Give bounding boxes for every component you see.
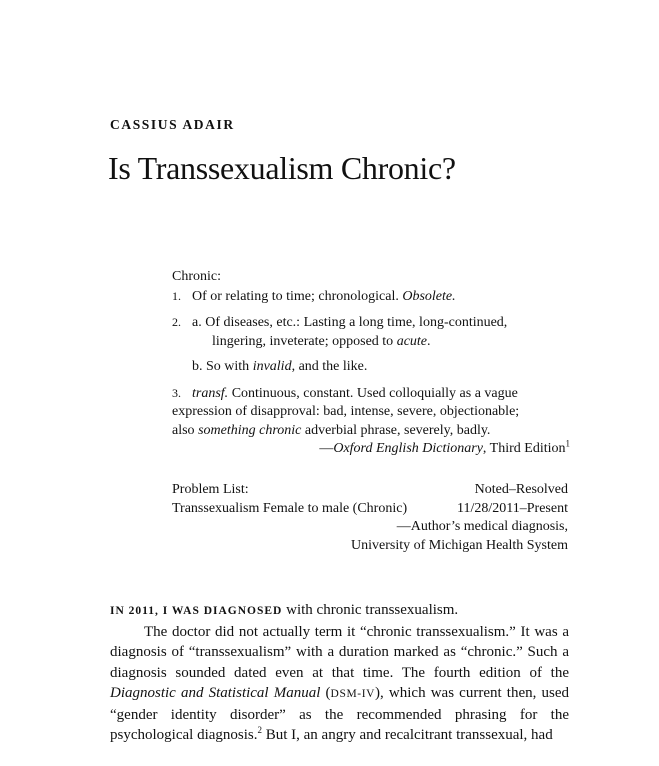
definition-text: also xyxy=(172,422,195,438)
diagnosis-text: Transsexualism Female to male (Chronic) xyxy=(172,500,408,516)
diagnosis-dates: 11/28/2011–Present xyxy=(457,500,568,516)
footnote-marker: 1 xyxy=(565,438,570,449)
source-dash: — xyxy=(319,441,334,456)
definition-3-line-3 xyxy=(172,422,570,441)
problem-list-attribution: —Author’s medical diagnosis, xyxy=(396,519,568,534)
definition-number: 2. xyxy=(172,315,181,329)
definition-3-line-2: expression of disapproval: bad, intense, severe, objectionable; xyxy=(172,404,520,419)
definition-text: , and the like. xyxy=(291,359,368,374)
opening-small-caps: IN 2011, I WAS DIAGNOSED xyxy=(110,605,283,617)
definition-text: b. So with xyxy=(192,359,250,374)
epigraph-source xyxy=(172,440,570,459)
definition-3 xyxy=(172,384,570,404)
paragraph-text: The doctor did not actually term it “chronic transsexualism.” It was a diagnosis of “transsexualism” with a duration marked as “chronic.” Such a diagnosis sounded dated even at that time. The fourth edition of the xyxy=(110,623,569,681)
definition-text: adverbial phrase, severely, badly. xyxy=(301,422,491,438)
definition-1 xyxy=(172,287,570,307)
dictionary-epigraph xyxy=(172,268,570,459)
definition-2b xyxy=(172,358,570,377)
problem-list-entry xyxy=(172,500,568,519)
problem-list-header xyxy=(172,481,568,500)
definition-2a-continued: lingering, inveterate; opposed to acute. xyxy=(212,333,431,349)
author-name: CASSIUS ADAIR xyxy=(110,117,235,132)
manual-abbreviation: DSM-IV xyxy=(330,688,376,700)
article-title: Is Transsexualism Chronic? xyxy=(108,150,456,186)
problem-list-epigraph xyxy=(172,481,568,555)
definition-number: 3. xyxy=(172,385,181,400)
source-edition: , Third Edition xyxy=(482,441,566,456)
paragraph-text: ), which was current then, used “gender identity disorder” as the recommended phrasing for the psychological diagnosis. xyxy=(110,685,569,743)
definition-term: invalid xyxy=(252,359,292,374)
problem-list-column: Noted–Resolved xyxy=(474,482,568,497)
definition-term: something chronic xyxy=(198,422,302,438)
paragraph-text: But I, an angry and recalcitrant transsexual, had xyxy=(261,727,553,743)
definition-usage-label: transf. xyxy=(192,385,229,401)
source-title: Oxford English Dictionary xyxy=(333,441,483,456)
definition-text: a. Of diseases, etc.: Lasting a long time, long-continued, xyxy=(192,315,508,330)
opening-line xyxy=(110,600,569,622)
opening-text: with chronic transsexualism. xyxy=(282,602,459,618)
footnote-marker: 2 xyxy=(257,725,262,735)
book-title: Diagnostic and Statistical Manual xyxy=(110,685,321,701)
definition-usage-label: Obsolete. xyxy=(402,288,456,304)
definition-text: lingering, inveterate; opposed to xyxy=(212,333,394,349)
problem-list-label: Problem List: xyxy=(172,482,249,497)
definition-text: Continuous, constant. Used colloquially as a vague xyxy=(228,385,518,401)
definition-text: Of or relating to time; chronological. xyxy=(192,288,399,304)
problem-list-attribution-institution: University of Michigan Health System xyxy=(351,537,568,553)
article-body xyxy=(110,600,569,746)
paragraph-text: ( xyxy=(320,685,331,701)
epigraph-heading: Chronic: xyxy=(172,269,221,284)
definition-number: 1. xyxy=(172,288,181,303)
definition-2a xyxy=(172,313,570,333)
body-paragraph xyxy=(110,622,569,746)
definition-term: acute xyxy=(396,333,428,349)
